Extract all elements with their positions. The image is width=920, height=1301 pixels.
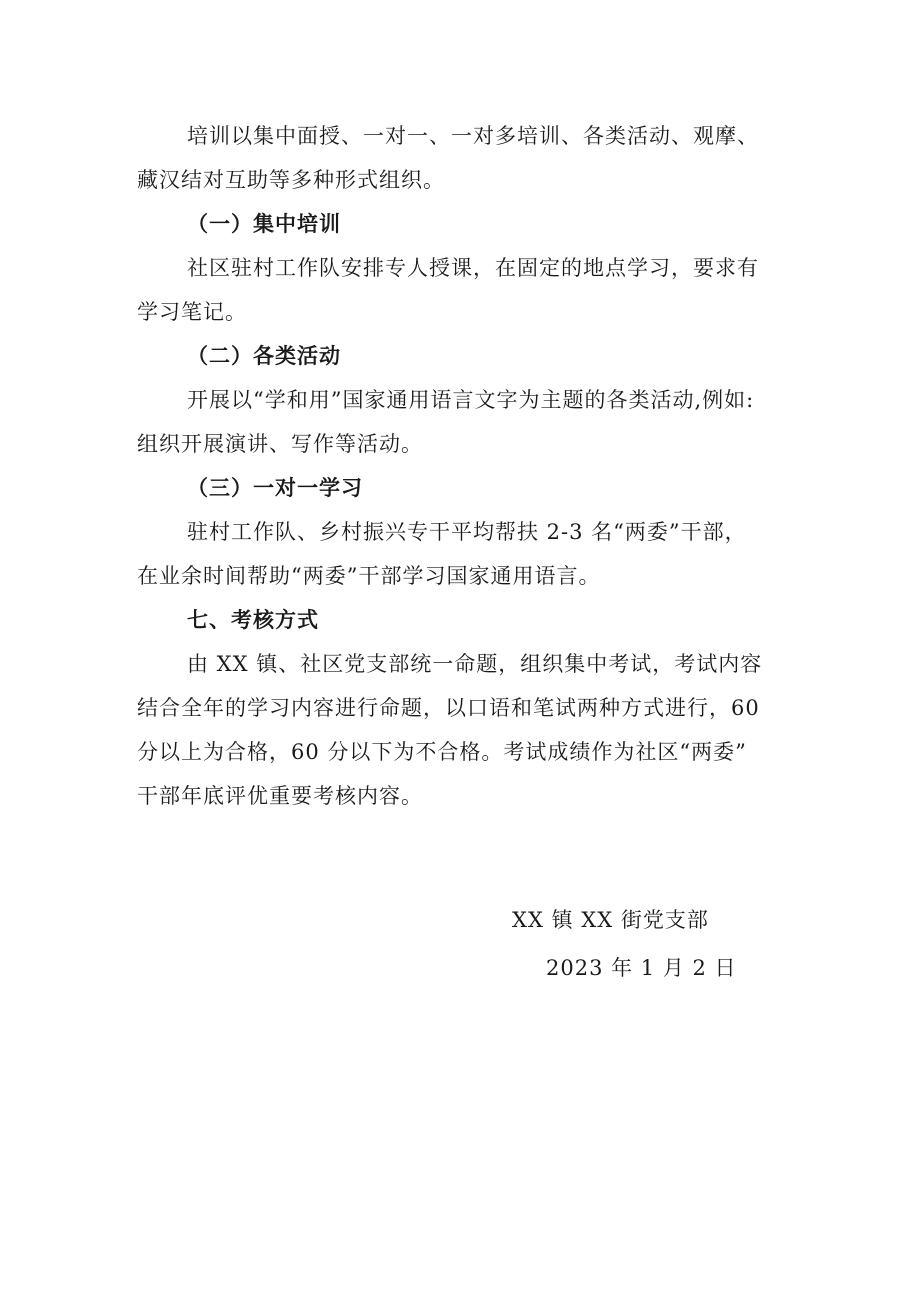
section-heading: （三）一对一学习 <box>187 476 363 500</box>
paragraph-line: 干部年底评优重要考核内容。 <box>137 784 423 808</box>
paragraph-line: 社区驻村工作队安排专人授课，在固定的地点学习，要求有 <box>187 256 759 280</box>
paragraph-line: 培训以集中面授、一对一、一对多培训、各类活动、观摩、 <box>187 124 759 148</box>
section-heading: 七、考核方式 <box>187 608 319 632</box>
paragraph-line: 藏汉结对互助等多种形式组织。 <box>137 168 445 192</box>
paragraph-line: 驻村工作队、乡村振兴专干平均帮扶 2-3 名“两委”干部， <box>187 520 747 544</box>
signature-date: 2023 年 1 月 2 日 <box>546 956 737 980</box>
paragraph-line: 在业余时间帮助“两委”干部学习国家通用语言。 <box>137 564 601 588</box>
paragraph-line: 开展以“学和用”国家通用语言文字为主题的各类活动,例如: <box>187 388 755 412</box>
section-heading: （二）各类活动 <box>187 344 341 368</box>
paragraph-line: 由 XX 镇、社区党支部统一命题，组织集中考试，考试内容 <box>187 652 763 676</box>
paragraph-line: 组织开展演讲、写作等活动。 <box>137 432 423 456</box>
paragraph-line: 学习笔记。 <box>137 300 247 324</box>
paragraph-line: 结合全年的学习内容进行命题，以口语和笔试两种方式进行，60 <box>137 696 760 720</box>
signature-organization: XX 镇 XX 街党支部 <box>512 908 709 932</box>
paragraph-line: 分以上为合格，60 分以下为不合格。考试成绩作为社区“两委” <box>137 740 747 764</box>
section-heading: （一）集中培训 <box>187 212 341 236</box>
